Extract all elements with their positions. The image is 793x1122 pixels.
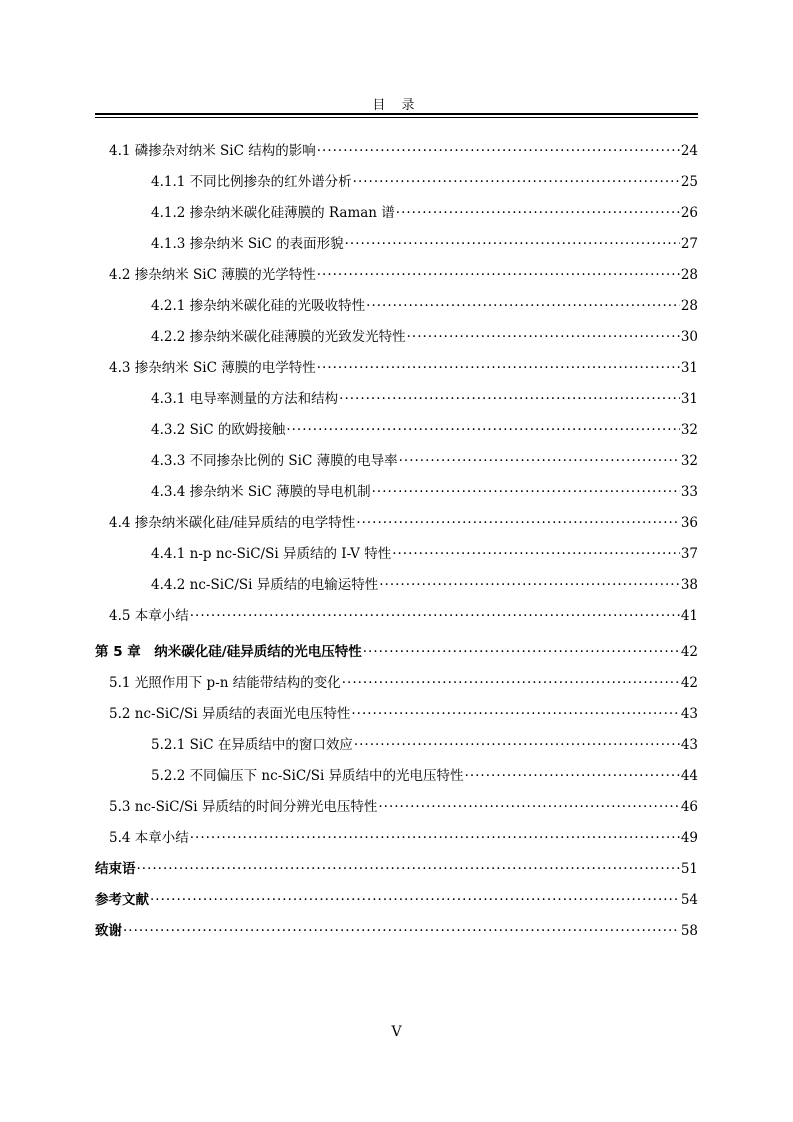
toc-leader-dots xyxy=(137,861,680,877)
toc-entry-label: 4.3.1 电导率测量的方法和结构 xyxy=(151,391,339,407)
header-rule-thin xyxy=(95,117,698,118)
toc-leader-dots xyxy=(339,391,680,407)
toc-entry[interactable] xyxy=(95,593,698,624)
toc-entry[interactable] xyxy=(95,846,698,877)
toc-entry-label: 4.2 掺杂纳米 SiC 薄膜的光学特性 xyxy=(109,267,316,283)
toc-entry-page: 42 xyxy=(680,644,698,660)
toc-leader-dots xyxy=(317,267,680,283)
toc-entry-page: 37 xyxy=(680,546,698,562)
toc-leader-dots xyxy=(345,236,680,252)
toc-entry-label: 5.2.2 不同偏压下 nc-SiC/Si 异质结中的光电压特性 xyxy=(151,768,464,784)
toc-entry-page: 42 xyxy=(680,675,698,691)
toc-entry-page: 41 xyxy=(680,608,698,624)
toc-entry-page: 44 xyxy=(680,768,698,784)
toc-entry-label: 4.4 掺杂纳米碳化硅/硅异质结的电学特性 xyxy=(109,515,356,531)
toc-entry-label: 5.2 nc-SiC/Si 异质结的表面光电压特性 xyxy=(109,706,351,722)
toc-entry-label: 第 5 章 纳米碳化硅/硅异质结的光电压特性 xyxy=(95,644,362,660)
toc-entry-label: 5.4 本章小结 xyxy=(109,830,189,846)
toc-entry[interactable] xyxy=(95,407,698,438)
toc-entry-page: 24 xyxy=(680,143,698,159)
page-header-title: 目 录 xyxy=(372,98,421,113)
toc-entry-label: 4.1.3 掺杂纳米 SiC 的表面形貌 xyxy=(151,236,344,252)
toc-entry-label: 参考文献 xyxy=(95,892,149,908)
toc-entry-page: 31 xyxy=(680,360,698,376)
toc-leader-dots xyxy=(123,923,680,939)
toc-entry-page: 26 xyxy=(680,205,698,221)
toc-leader-dots xyxy=(317,143,680,159)
toc-leader-dots xyxy=(351,706,679,722)
toc-leader-dots xyxy=(396,205,680,221)
toc-entry-page: 28 xyxy=(680,267,698,283)
toc-entry[interactable] xyxy=(95,691,698,722)
toc-leader-dots xyxy=(392,546,680,562)
toc-leader-dots xyxy=(399,453,680,469)
toc-leader-dots xyxy=(356,515,680,531)
toc-entry-label: 4.3 掺杂纳米 SiC 薄膜的电学特性 xyxy=(109,360,316,376)
toc-leader-dots xyxy=(372,484,680,500)
toc-leader-dots xyxy=(366,298,680,314)
toc-entry-page: 30 xyxy=(680,329,698,345)
toc-leader-dots xyxy=(286,422,679,438)
toc-entry[interactable] xyxy=(95,784,698,815)
toc-entry[interactable] xyxy=(95,908,698,939)
toc-entry[interactable] xyxy=(95,283,698,314)
toc-entry-page: 36 xyxy=(680,515,698,531)
toc-entry-label: 4.3.4 掺杂纳米 SiC 薄膜的导电机制 xyxy=(151,484,371,500)
toc-entry-page: 31 xyxy=(680,391,698,407)
toc-entry[interactable] xyxy=(95,252,698,283)
toc-entry[interactable] xyxy=(95,128,698,159)
page-number: V xyxy=(391,1024,402,1040)
toc-entry[interactable] xyxy=(95,722,698,753)
toc-leader-dots xyxy=(354,737,680,753)
toc-entry[interactable] xyxy=(95,753,698,784)
toc-entry-label: 4.1.1 不同比例掺杂的红外谱分析 xyxy=(151,174,352,190)
toc-entry-label: 4.2.2 掺杂纳米碳化硅薄膜的光致发光特性 xyxy=(151,329,406,345)
toc-entry[interactable] xyxy=(95,531,698,562)
toc-entry[interactable] xyxy=(95,438,698,469)
toc-entry-page: 38 xyxy=(680,577,698,593)
toc-leader-dots xyxy=(407,329,680,345)
toc-entry-label: 4.3.2 SiC 的欧姆接触 xyxy=(151,422,286,438)
toc-entry-page: 51 xyxy=(680,861,698,877)
toc-entry-label: 5.2.1 SiC 在异质结中的窗口效应 xyxy=(151,737,353,753)
toc-entry-label: 结束语 xyxy=(95,861,136,877)
toc-entry-label: 4.5 本章小结 xyxy=(109,608,189,624)
toc-entry[interactable] xyxy=(95,629,698,660)
toc-leader-dots xyxy=(379,577,680,593)
toc-entry-label: 5.1 光照作用下 p-n 结能带结构的变化 xyxy=(109,675,341,691)
toc-entry-label: 4.3.3 不同掺杂比例的 SiC 薄膜的电导率 xyxy=(151,453,398,469)
toc-entry-label: 4.4.1 n-p nc-SiC/Si 异质结的 I-V 特性 xyxy=(151,546,392,562)
toc-entry[interactable] xyxy=(95,500,698,531)
toc-entry-page: 27 xyxy=(680,236,698,252)
toc-entry-label: 致谢 xyxy=(95,923,122,939)
toc-entry-page: 58 xyxy=(680,923,698,939)
toc-entry-label: 4.2.1 掺杂纳米碳化硅的光吸收特性 xyxy=(151,298,366,314)
toc-entry-page: 28 xyxy=(680,298,698,314)
toc-entry[interactable] xyxy=(95,221,698,252)
toc-entry[interactable] xyxy=(95,469,698,500)
header-rule-thick xyxy=(95,113,698,115)
toc-entry-label: 5.3 nc-SiC/Si 异质结的时间分辨光电压特性 xyxy=(109,799,378,815)
toc-entry-label: 4.4.2 nc-SiC/Si 异质结的电输运特性 xyxy=(151,577,379,593)
toc-leader-dots xyxy=(150,892,680,908)
toc-entry[interactable] xyxy=(95,376,698,407)
toc-entry-page: 25 xyxy=(680,174,698,190)
toc-leader-dots xyxy=(353,174,680,190)
toc-leader-dots xyxy=(190,608,680,624)
toc-entry[interactable] xyxy=(95,660,698,691)
toc-leader-dots xyxy=(465,768,680,784)
toc-entry-page: 32 xyxy=(680,422,698,438)
toc-leader-dots xyxy=(190,830,680,846)
toc-entry[interactable] xyxy=(95,190,698,221)
toc-entry-page: 43 xyxy=(680,737,698,753)
toc-entry[interactable] xyxy=(95,314,698,345)
toc-leader-dots xyxy=(317,360,680,376)
toc-entry[interactable] xyxy=(95,159,698,190)
toc-entry[interactable] xyxy=(95,815,698,846)
toc-entry[interactable] xyxy=(95,345,698,376)
toc-leader-dots xyxy=(342,675,680,691)
toc-entry-page: 43 xyxy=(680,706,698,722)
toc-entry-label: 4.1.2 掺杂纳米碳化硅薄膜的 Raman 谱 xyxy=(151,205,395,221)
toc-entry-page: 33 xyxy=(680,484,698,500)
toc-entry-page: 49 xyxy=(680,830,698,846)
toc-entry-page: 54 xyxy=(680,892,698,908)
toc-leader-dots xyxy=(363,644,680,660)
toc-entry[interactable] xyxy=(95,562,698,593)
toc-entry-page: 32 xyxy=(680,453,698,469)
toc-entry-page: 46 xyxy=(680,799,698,815)
toc-entry[interactable] xyxy=(95,877,698,908)
table-of-contents xyxy=(95,128,698,939)
toc-leader-dots xyxy=(378,799,679,815)
toc-entry-label: 4.1 磷掺杂对纳米 SiC 结构的影响 xyxy=(109,143,316,159)
